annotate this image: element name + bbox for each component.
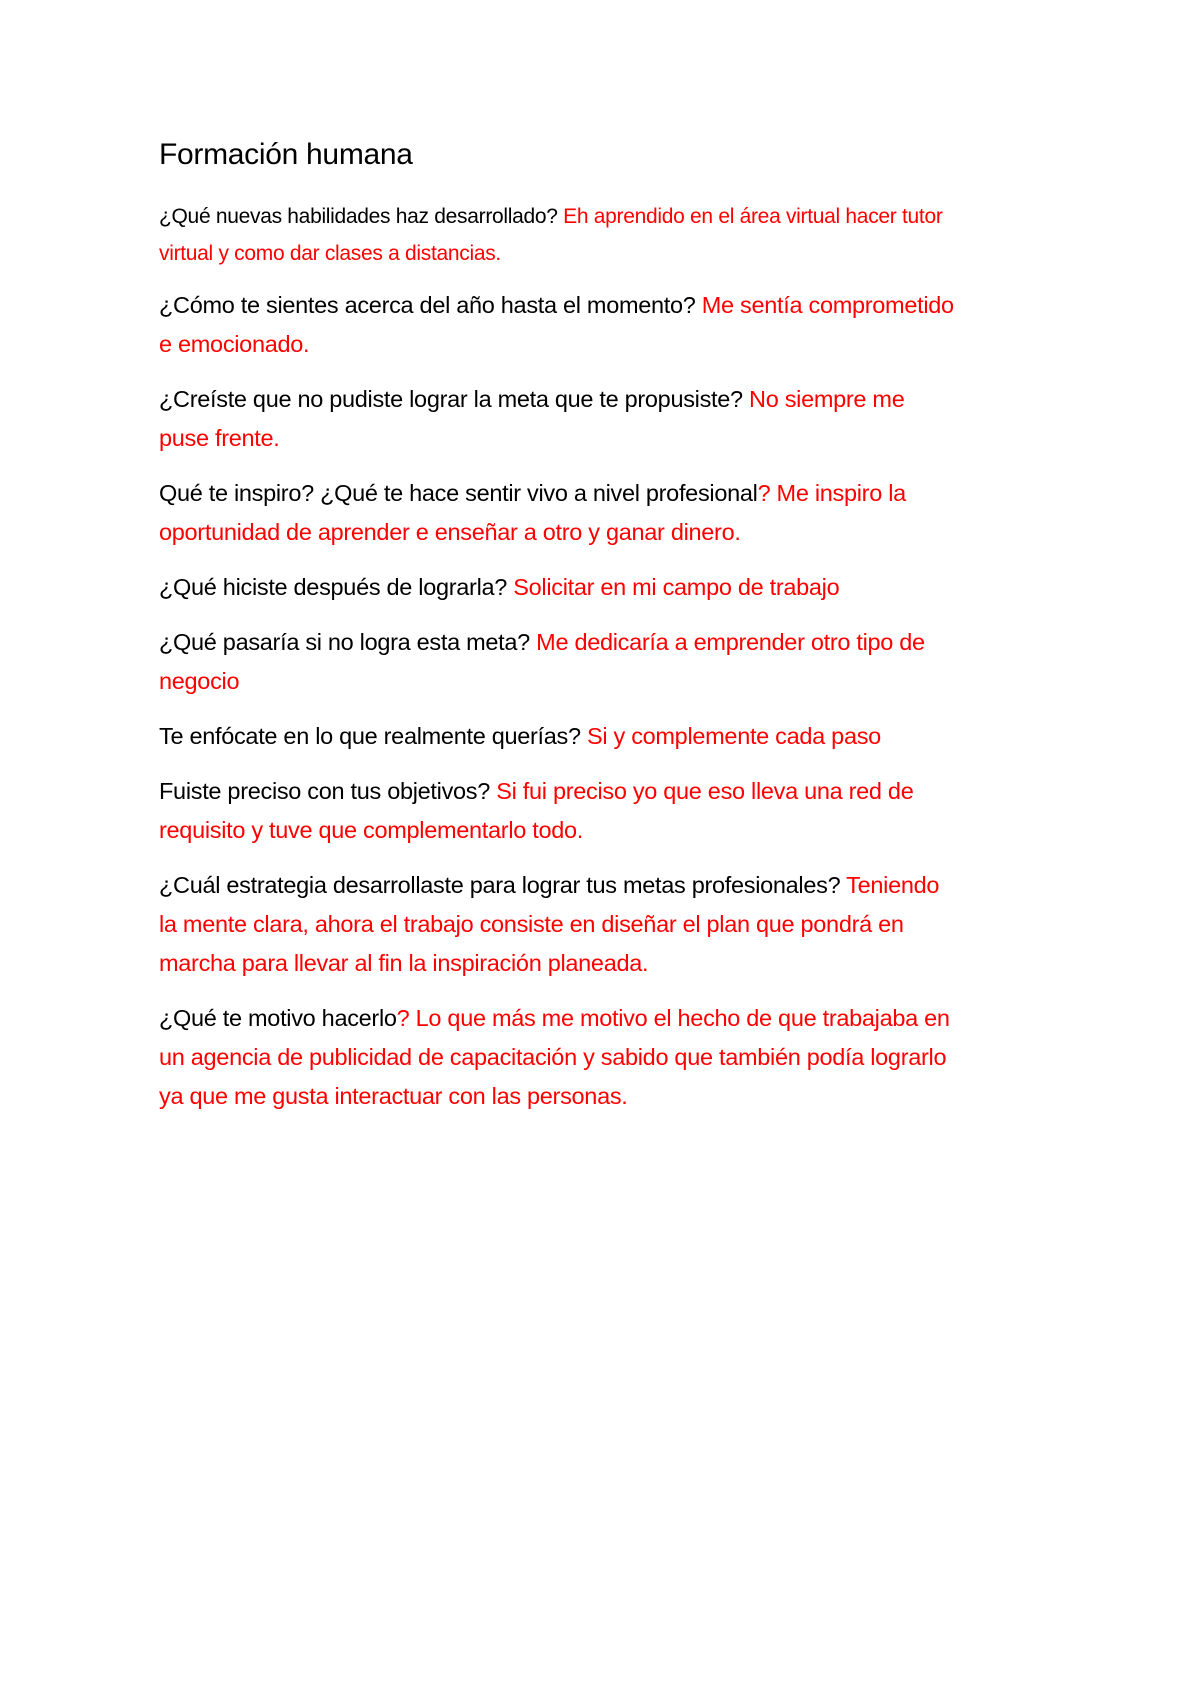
question-answer [159, 380, 959, 458]
question-text: ¿Qué pasaría si no logra esta meta? [159, 629, 537, 655]
question-text: Te enfócate en lo que realmente querías? [159, 723, 587, 749]
answer-text: Me sentía comprometido e emocionado. [159, 292, 954, 357]
document-title: Formación humana [159, 138, 413, 171]
question-answer [159, 772, 959, 850]
document-page [159, 132, 959, 1132]
question-answer [159, 198, 959, 272]
question-text: ¿Qué hiciste después de lograrla? [159, 574, 514, 600]
question-answer [159, 568, 959, 607]
answer-text: Me dedicaría a emprender otro tipo de negocio [159, 629, 925, 694]
question-text: ¿Creíste que no pudiste lograr la meta que te propusiste? [159, 386, 750, 412]
answer-text: ? Me inspiro la oportunidad de aprender e enseñar a otro y ganar dinero. [159, 480, 906, 545]
answer-text: Si fui preciso yo que eso lleva una red de requisito y tuve que complementarlo todo. [159, 778, 914, 843]
question-text: ¿Cómo te sientes acerca del año hasta el momento? [159, 292, 702, 318]
answer-text: Solicitar en mi campo de trabajo [513, 574, 840, 600]
question-answer [159, 717, 959, 756]
question-answer [159, 999, 959, 1116]
question-text: Qué te inspiro? ¿Qué te hace sentir vivo a nivel profesional [159, 480, 758, 506]
question-list [159, 198, 959, 1116]
question-answer [159, 866, 959, 983]
answer-text: ? Lo que más me motivo el hecho de que trabajaba en un agencia de publicidad de capacitación y sabido que también podía lograrlo ya que me gusta interactuar con las personas. [159, 1005, 950, 1109]
question-text: ¿Qué te motivo hacerlo [159, 1005, 397, 1031]
question-answer [159, 623, 959, 701]
answer-text: Si y complemente cada paso [586, 723, 881, 749]
answer-text: Teniendo la mente clara, ahora el trabajo consiste en diseñar el plan que pondrá en marcha para llevar al fin la inspiración planeada. [159, 872, 940, 976]
answer-text: Eh aprendido en el área virtual hacer tutor virtual y como dar clases a distancias. [159, 205, 943, 265]
question-text: Fuiste preciso con tus objetivos? [159, 778, 497, 804]
question-text: ¿Qué nuevas habilidades haz desarrollado? [159, 205, 564, 228]
question-answer [159, 286, 959, 364]
answer-text: No siempre me puse frente. [159, 386, 905, 451]
question-text: ¿Cuál estrategia desarrollaste para lograr tus metas profesionales? [159, 872, 847, 898]
question-answer [159, 474, 959, 552]
